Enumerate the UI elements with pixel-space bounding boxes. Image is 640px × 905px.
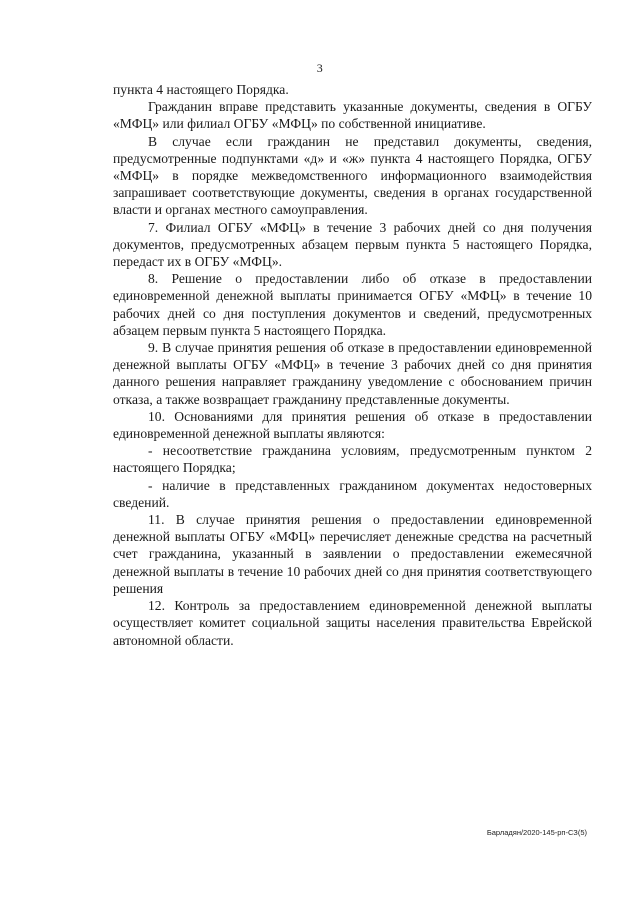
document-body	[113, 81, 592, 649]
paragraph-9: 9. В случае принятия решения об отказе в предоставлении единовременной денежной выплаты ОГБУ «МФЦ» в течение 3 рабочих дней со дня принятия данного решения направляет гражданину уведомление с обоснованием причин отказа, а также возвращает гражданину представленные документы.	[113, 340, 592, 407]
document-footer-code: Барладян/2020-145-рп-СЗ(5)	[486, 828, 587, 837]
paragraph-12: 12. Контроль за предоставлением единовременной денежной выплаты осуществляет комитет социальной защиты населения правительства Еврейской автономной области.	[113, 598, 592, 648]
paragraph-continuation: пункта 4 настоящего Порядка.	[113, 82, 289, 97]
paragraph-8: 8. Решение о предоставлении либо об отказе в предоставлении единовременной денежной выплаты принимается ОГБУ «МФЦ» в течение 10 рабочих дней со дня поступления документов и сведений, предусмотренных абзацем первым пункта 5 настоящего Порядка.	[113, 271, 592, 338]
list-item-refusal-reason-2: - наличие в представленных гражданином документах недостоверных сведений.	[113, 477, 592, 510]
paragraph-7: 7. Филиал ОГБУ «МФЦ» в течение 3 рабочих дней со дня получения документов, предусмотренных абзацем первым пункта 5 настоящего Порядка, передаст их в ОГБУ «МФЦ».	[113, 219, 592, 270]
page-number: 3	[316, 61, 324, 75]
list-item-refusal-reason-1: - несоответствие гражданина условиям, предусмотренным пунктом 2 настоящего Порядка;	[113, 443, 592, 476]
paragraph-documents-right: Гражданин вправе представить указанные документы, сведения в ОГБУ «МФЦ» или филиал ОГБУ «МФЦ» по собственной инициативе.	[113, 99, 592, 132]
paragraph-interagency-request: В случае если гражданин не представил документы, сведения, предусмотренные подпунктами «д» и «ж» пункта 4 настоящего Порядка, ОГБУ «МФЦ» в порядке межведомственного информационного взаимодействия запрашивает соответствующие документы, сведения в органах государственной власти и органах местного самоуправления.	[113, 133, 592, 218]
paragraph-11: 11. В случае принятия решения о предоставлении единовременной денежной выплаты ОГБУ «МФЦ» перечисляет денежные средства на расчетный счет гражданина, указанный в заявлении о предоставлении ежемесячной денежной выплаты в течение 10 рабочих дней со дня принятия соответствующего решения	[113, 512, 592, 596]
paragraph-10: 10. Основаниями для принятия решения об отказе в предоставлении единовременной денежной выплаты являются:	[113, 408, 592, 442]
